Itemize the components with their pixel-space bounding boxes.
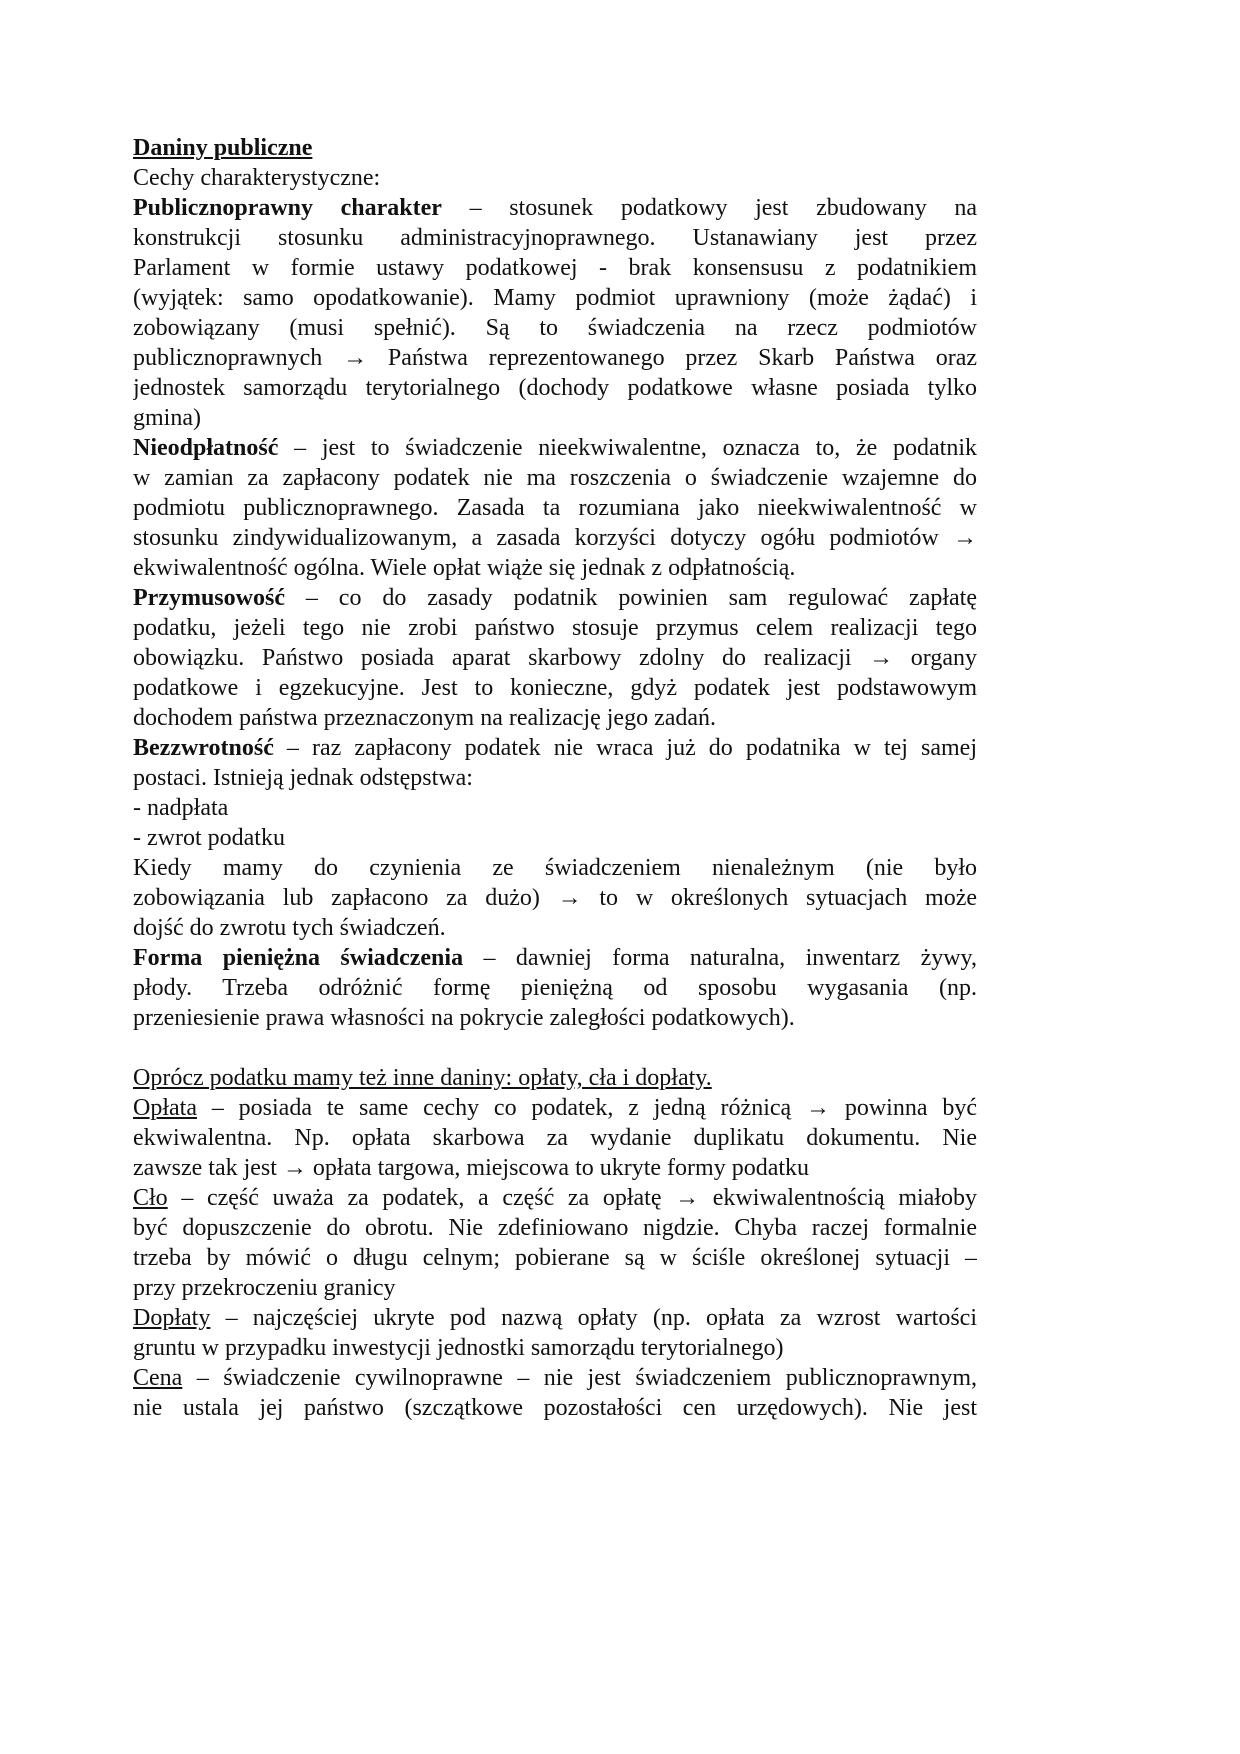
- text-line: [133, 373, 977, 403]
- text-run: płody. Trzeba odróżnić formę pieniężną od sposobu wygasania (np.: [133, 975, 977, 1001]
- text-run: dojść do zwrotu tych świadczeń.: [133, 915, 446, 941]
- text-line: [133, 643, 977, 673]
- text-run: - zwrot podatku: [133, 825, 285, 851]
- term-heading: Cło: [133, 1185, 168, 1211]
- text-run: - nadpłata: [133, 795, 229, 821]
- text-run: gruntu w przypadku inwestycji jednostki samorządu terytorialnego): [133, 1335, 784, 1361]
- text-run: trzeba by mówić o długu celnym; pobierane są w ściśle określonej sytuacji –: [133, 1245, 977, 1271]
- text-run: – raz zapłacony podatek nie wraca już do podatnika w tej samej: [273, 735, 977, 761]
- text-line: [133, 1213, 977, 1243]
- text-run: postaci. Istnieją jednak odstępstwa:: [133, 765, 473, 791]
- text-run: – najczęściej ukryte pod nazwą opłaty (np. opłata za wzrost wartości: [210, 1305, 977, 1331]
- text-line: [133, 283, 977, 313]
- term-heading: Cena: [133, 1365, 183, 1391]
- text-run: – część uważa za podatek, a część za opłatę → ekwiwalentnością miałoby: [167, 1185, 977, 1211]
- text-line: [133, 673, 977, 703]
- term-heading: Nieodpłatność: [133, 435, 279, 461]
- text-run: – posiada te same cechy co podatek, z jedną różnicą → powinna być: [196, 1095, 977, 1121]
- text-line: [133, 1093, 977, 1123]
- text-line: [133, 1003, 977, 1033]
- text-run: – świadczenie cywilnoprawne – nie jest świadczeniem publicznoprawnym,: [182, 1365, 977, 1391]
- term-heading: Dopłaty: [133, 1305, 211, 1331]
- text-run: gmina): [133, 405, 201, 431]
- text-line: [133, 613, 977, 643]
- document-body: [133, 133, 977, 1423]
- term-heading: Forma pieniężna świadczenia: [133, 945, 464, 971]
- text-line: [133, 463, 977, 493]
- text-run: – jest to świadczenie nieekwiwalentne, oznacza to, że podatnik: [278, 435, 977, 461]
- document-title-line: [133, 133, 977, 163]
- text-run: – dawniej forma naturalna, inwentarz żywy,: [463, 945, 977, 971]
- text-line: [133, 343, 977, 373]
- text-run: obowiązku. Państwo posiada aparat skarbowy zdolny do realizacji → organy: [133, 645, 977, 671]
- text-line: [133, 193, 977, 223]
- text-line: [133, 823, 977, 853]
- text-line: [133, 163, 977, 193]
- text-run: stosunku zindywidualizowanym, a zasada korzyści dotyczy ogółu podmiotów →: [133, 525, 977, 551]
- text-run: dochodem państwa przeznaczonym na realizację jego zadań.: [133, 705, 717, 731]
- text-line: [133, 553, 977, 583]
- text-line: [133, 913, 977, 943]
- text-line: [133, 253, 977, 283]
- text-line: [133, 733, 977, 763]
- text-line: [133, 943, 977, 973]
- text-run: nie ustala jej państwo (szczątkowe pozostałości cen urzędowych). Nie jest: [133, 1395, 977, 1421]
- text-line: [133, 1063, 977, 1093]
- text-line: [133, 523, 977, 553]
- text-line: [133, 1363, 977, 1393]
- text-run: przeniesienie prawa własności na pokrycie zaległości podatkowych).: [133, 1005, 795, 1031]
- document-title: Daniny publiczne: [133, 135, 313, 161]
- text-run: jednostek samorządu terytorialnego (dochody podatkowe własne posiada tylko: [133, 375, 977, 401]
- text-line: [133, 583, 977, 613]
- text-line: [133, 313, 977, 343]
- text-run: ekwiwalentność ogólna. Wiele opłat wiąże się jednak z odpłatnością.: [133, 555, 796, 581]
- text-line: [133, 853, 977, 883]
- text-run: – co do zasady podatnik powinien sam regulować zapłatę: [284, 585, 977, 611]
- text-run: Cechy charakterystyczne:: [133, 165, 381, 191]
- text-run: być dopuszczenie do obrotu. Nie zdefiniowano nigdzie. Chyba raczej formalnie: [133, 1215, 977, 1241]
- text-run: zawsze tak jest → opłata targowa, miejscowa to ukryte formy podatku: [133, 1155, 810, 1181]
- term-heading: Bezzwrotność: [133, 735, 274, 761]
- text-run: publicznoprawnych → Państwa reprezentowanego przez Skarb Państwa oraz: [133, 345, 977, 371]
- term-heading: Przymusowość: [133, 585, 285, 611]
- text-line: [133, 1183, 977, 1213]
- text-run: przy przekroczeniu granicy: [133, 1275, 396, 1301]
- text-run: (wyjątek: samo opodatkowanie). Mamy podmiot uprawniony (może żądać) i: [133, 285, 977, 311]
- text-line: [133, 403, 977, 433]
- text-run: podmiotu publicznoprawnego. Zasada ta rozumiana jako nieekwiwalentność w: [133, 495, 977, 521]
- text-line: [133, 1303, 977, 1333]
- text-line: [133, 1273, 977, 1303]
- text-line: [133, 223, 977, 253]
- text-line: [133, 703, 977, 733]
- text-line: [133, 1243, 977, 1273]
- text-run: podatku, jeżeli tego nie zrobi państwo stosuje przymus celem realizacji tego: [133, 615, 977, 641]
- term-heading: Publicznoprawny charakter: [133, 195, 442, 221]
- text-run: ekwiwalentna. Np. opłata skarbowa za wydanie duplikatu dokumentu. Nie: [133, 1125, 977, 1151]
- term-heading: Opłata: [133, 1095, 197, 1121]
- text-line: [133, 1033, 977, 1063]
- text-run: w zamian za zapłacony podatek nie ma roszczenia o świadczenie wzajemne do: [133, 465, 977, 491]
- text-line: [133, 793, 977, 823]
- text-line: [133, 493, 977, 523]
- text-run: zobowiązany (musi spełnić). Są to świadczenia na rzecz podmiotów: [133, 315, 977, 341]
- text-line: [133, 433, 977, 463]
- text-line: [133, 1333, 977, 1363]
- text-run: konstrukcji stosunku administracyjnoprawnego. Ustanawiany jest przez: [133, 225, 977, 251]
- term-heading: Oprócz podatku mamy też inne daniny: opłaty, cła i dopłaty.: [133, 1065, 712, 1091]
- text-run: podatkowe i egzekucyjne. Jest to konieczne, gdyż podatek jest podstawowym: [133, 675, 977, 701]
- text-run: Parlament w formie ustawy podatkowej - brak konsensusu z podatnikiem: [133, 255, 977, 281]
- text-line: [133, 1393, 977, 1423]
- text-line: [133, 973, 977, 1003]
- text-line: [133, 1123, 977, 1153]
- text-run: Kiedy mamy do czynienia ze świadczeniem nienależnym (nie było: [133, 855, 977, 881]
- text-line: [133, 763, 977, 793]
- text-line: [133, 883, 977, 913]
- text-line: [133, 1153, 977, 1183]
- text-run: zobowiązania lub zapłacono za dużo) → to w określonych sytuacjach może: [133, 885, 977, 911]
- text-run: – stosunek podatkowy jest zbudowany na: [441, 195, 977, 221]
